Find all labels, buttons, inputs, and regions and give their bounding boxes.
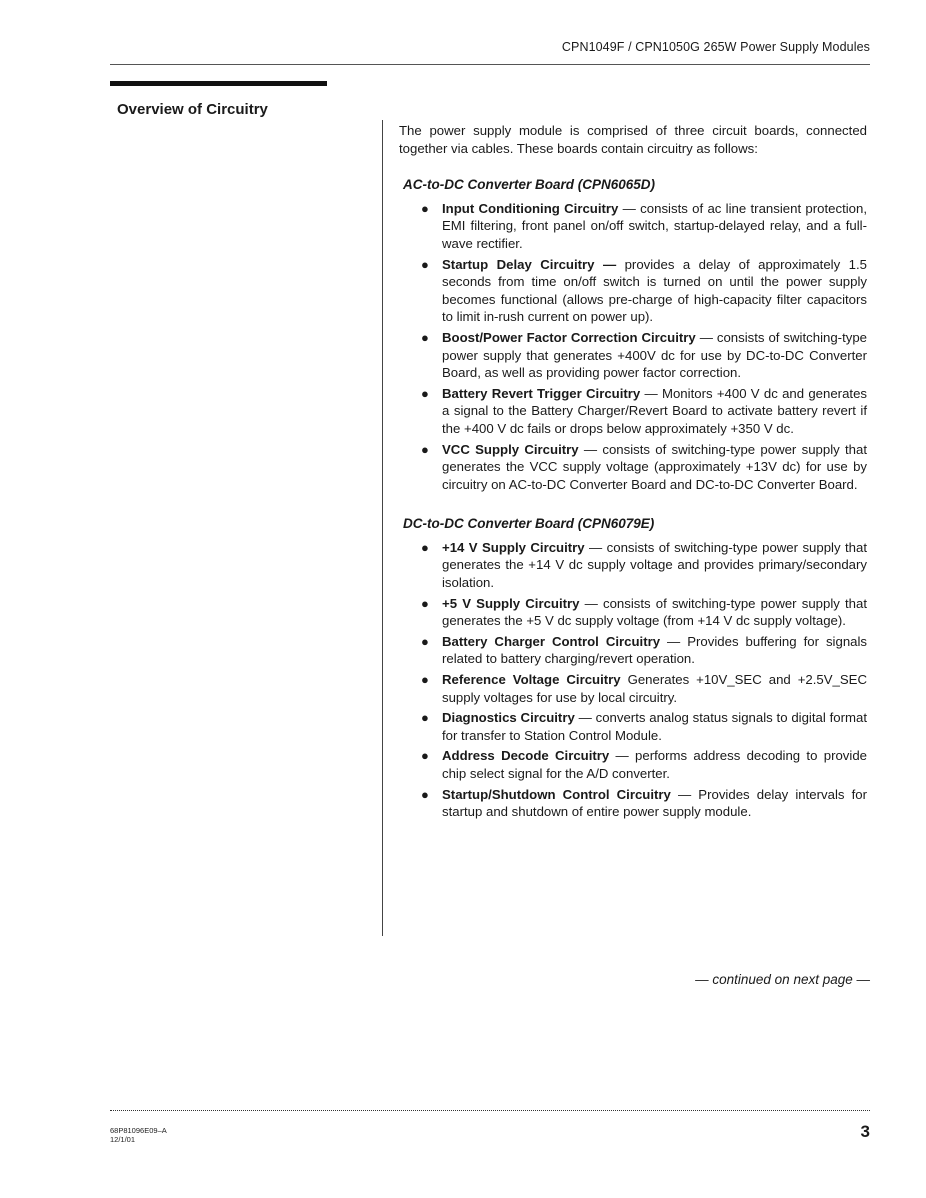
item-label: Diagnostics Circuitry — [442, 710, 575, 726]
section-bar — [110, 81, 327, 86]
bullet-icon: ● — [421, 595, 429, 611]
bullet-icon: ● — [421, 748, 429, 764]
item-label: Startup Delay Circuitry — — [442, 256, 617, 272]
change-bar — [382, 120, 383, 936]
footer-divider — [110, 1110, 870, 1111]
list-item — [399, 385, 867, 438]
item-description: — consists of ac line transient protection, EMI filtering, front panel on/off switch, startup-delayed relay, and a full-wave rectifier. — [442, 200, 867, 251]
list-item — [399, 595, 867, 630]
list-item — [399, 786, 867, 821]
footer-doc-info — [110, 1126, 167, 1144]
running-header: CPN1049F / CPN1050G 265W Power Supply Modules — [561, 40, 870, 54]
page-number: 3 — [860, 1122, 870, 1141]
bullet-icon: ● — [421, 539, 429, 555]
list-item — [399, 200, 867, 253]
item-description: — performs address decoding to provide chip select signal for the A/D converter. — [442, 748, 867, 781]
bullet-icon: ● — [421, 672, 429, 688]
item-description: — consists of switching-type power supply that generates the VCC supply voltage (approximately +13V dc) for use by circuitry on AC-to-DC Converter Board and DC-to-DC Converter Board. — [442, 441, 867, 492]
list-item — [399, 329, 867, 382]
item-description: provides a delay of approximately 1.5 seconds from time on/off switch is turned on until the power supply becomes functional (allows pre-charge of high-capacity filter capacitors to limit in-rush current on power up). — [442, 256, 867, 325]
list-item — [399, 709, 867, 744]
list-item — [399, 256, 867, 326]
bullet-icon: ● — [421, 329, 429, 345]
item-description: Generates +10V_SEC and +2.5V_SEC supply voltages for use by local circuitry. — [442, 672, 867, 705]
item-description: — Monitors +400 V dc and generates a signal to the Battery Charger/Revert Board to activate battery revert if the +400 V dc fails or drops below approximately +350 V dc. — [442, 385, 867, 436]
item-label: Startup/Shutdown Control Circuitry — [442, 786, 671, 802]
circuit-list — [399, 539, 867, 821]
bullet-icon: ● — [421, 256, 429, 272]
item-description: — consists of switching-type power supply that generates the +5 V dc supply voltage (from +14 V dc supply voltage). — [442, 595, 868, 629]
circuit-list — [399, 200, 867, 494]
bullet-icon: ● — [421, 385, 429, 401]
list-item — [399, 747, 867, 782]
item-label: VCC Supply Circuitry — [442, 441, 579, 457]
bullet-icon: ● — [421, 200, 429, 216]
list-item — [399, 633, 867, 668]
intro-paragraph: The power supply module is comprised of three circuit boards, connected together via cables. These boards contain circuitry as follows: — [399, 123, 867, 156]
list-item — [399, 671, 867, 706]
item-label: Reference Voltage Circuitry — [442, 672, 621, 688]
board-heading: AC-to-DC Converter Board (CPN6065D) — [403, 177, 656, 193]
body-column — [399, 122, 867, 824]
list-item — [399, 441, 867, 494]
item-label: +5 V Supply Circuitry — [442, 595, 580, 611]
item-label: Address Decode Circuitry — [442, 748, 610, 764]
item-description: — converts analog status signals to digital format for transfer to Station Control Module. — [442, 710, 867, 743]
bullet-icon: ● — [421, 633, 429, 649]
bullet-icon: ● — [421, 710, 429, 726]
board-heading: DC-to-DC Converter Board (CPN6079E) — [403, 516, 655, 532]
section-title: Overview of Circuitry — [117, 101, 268, 118]
list-item — [399, 539, 867, 592]
item-description: — Provides buffering for signals related to battery charging/revert operation. — [442, 633, 868, 667]
board-group — [399, 515, 867, 821]
continued-note: — continued on next page — — [695, 972, 870, 987]
bullet-icon: ● — [421, 441, 429, 457]
item-label: Boost/Power Factor Correction Circuitry — [442, 329, 696, 345]
item-label: Input Conditioning Circuitry — [442, 200, 619, 216]
item-description: — consists of switching-type power supply that generates the +14 V dc supply voltage and provides primary/secondary isolation. — [442, 539, 867, 591]
bullet-icon: ● — [421, 786, 429, 802]
item-label: Battery Charger Control Circuitry — [442, 633, 661, 649]
doc-number: 68P81096E09–A — [110, 1126, 167, 1135]
board-groups — [399, 176, 867, 821]
doc-date: 12/1/01 — [110, 1135, 136, 1144]
item-label: +14 V Supply Circuitry — [442, 539, 585, 555]
item-label: Battery Revert Trigger Circuitry — [442, 385, 641, 401]
item-description: — consists of switching-type power supply that generates +400V dc for use by DC-to-DC Converter Board, as well as providing power factor correction. — [442, 329, 867, 381]
item-description: — Provides delay intervals for startup and shutdown of entire power supply module. — [442, 786, 867, 820]
board-group — [399, 176, 867, 493]
header-divider — [110, 64, 870, 65]
